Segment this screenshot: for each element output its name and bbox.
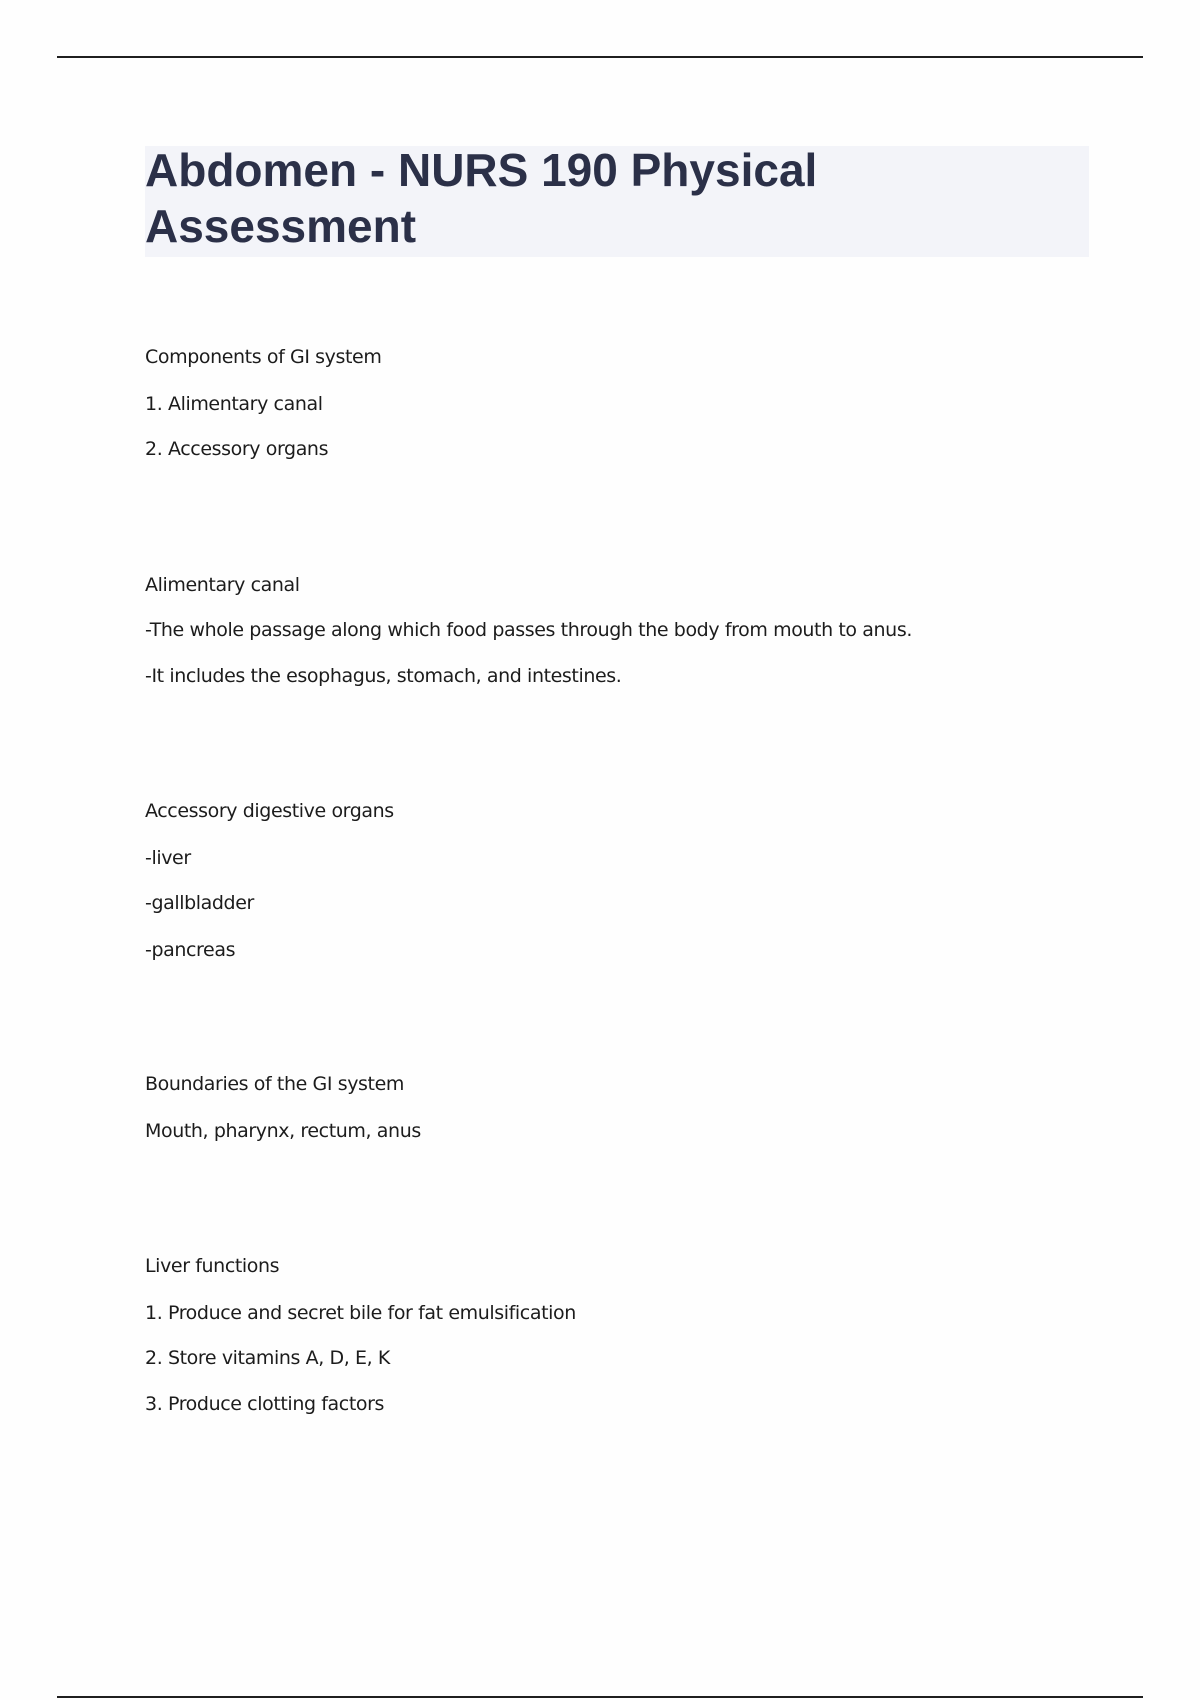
list-item: 1. Produce and secret bile for fat emulsification [145, 1302, 576, 1324]
list-item: -pancreas [145, 939, 236, 961]
section-heading-components: Components of GI system [145, 346, 382, 368]
section-heading-accessory-organs: Accessory digestive organs [145, 800, 394, 822]
list-item: 3. Produce clotting factors [145, 1393, 385, 1415]
list-item: 2. Accessory organs [145, 438, 329, 460]
list-item: -gallbladder [145, 892, 254, 914]
list-item: 1. Alimentary canal [145, 393, 323, 415]
list-item: -The whole passage along which food passes through the body from mouth to anus. [145, 619, 912, 641]
section-heading-boundaries: Boundaries of the GI system [145, 1073, 404, 1095]
list-item: -liver [145, 847, 191, 869]
document-title: Abdomen - NURS 190 Physical Assessment [145, 144, 818, 252]
bottom-divider [57, 1696, 1143, 1698]
list-item: 2. Store vitamins A, D, E, K [145, 1347, 390, 1369]
list-item: Mouth, pharynx, rectum, anus [145, 1120, 421, 1142]
list-item: -It includes the esophagus, stomach, and intestines. [145, 665, 622, 687]
section-heading-alimentary-canal: Alimentary canal [145, 574, 300, 596]
section-heading-liver-functions: Liver functions [145, 1255, 280, 1277]
top-divider [57, 56, 1143, 58]
